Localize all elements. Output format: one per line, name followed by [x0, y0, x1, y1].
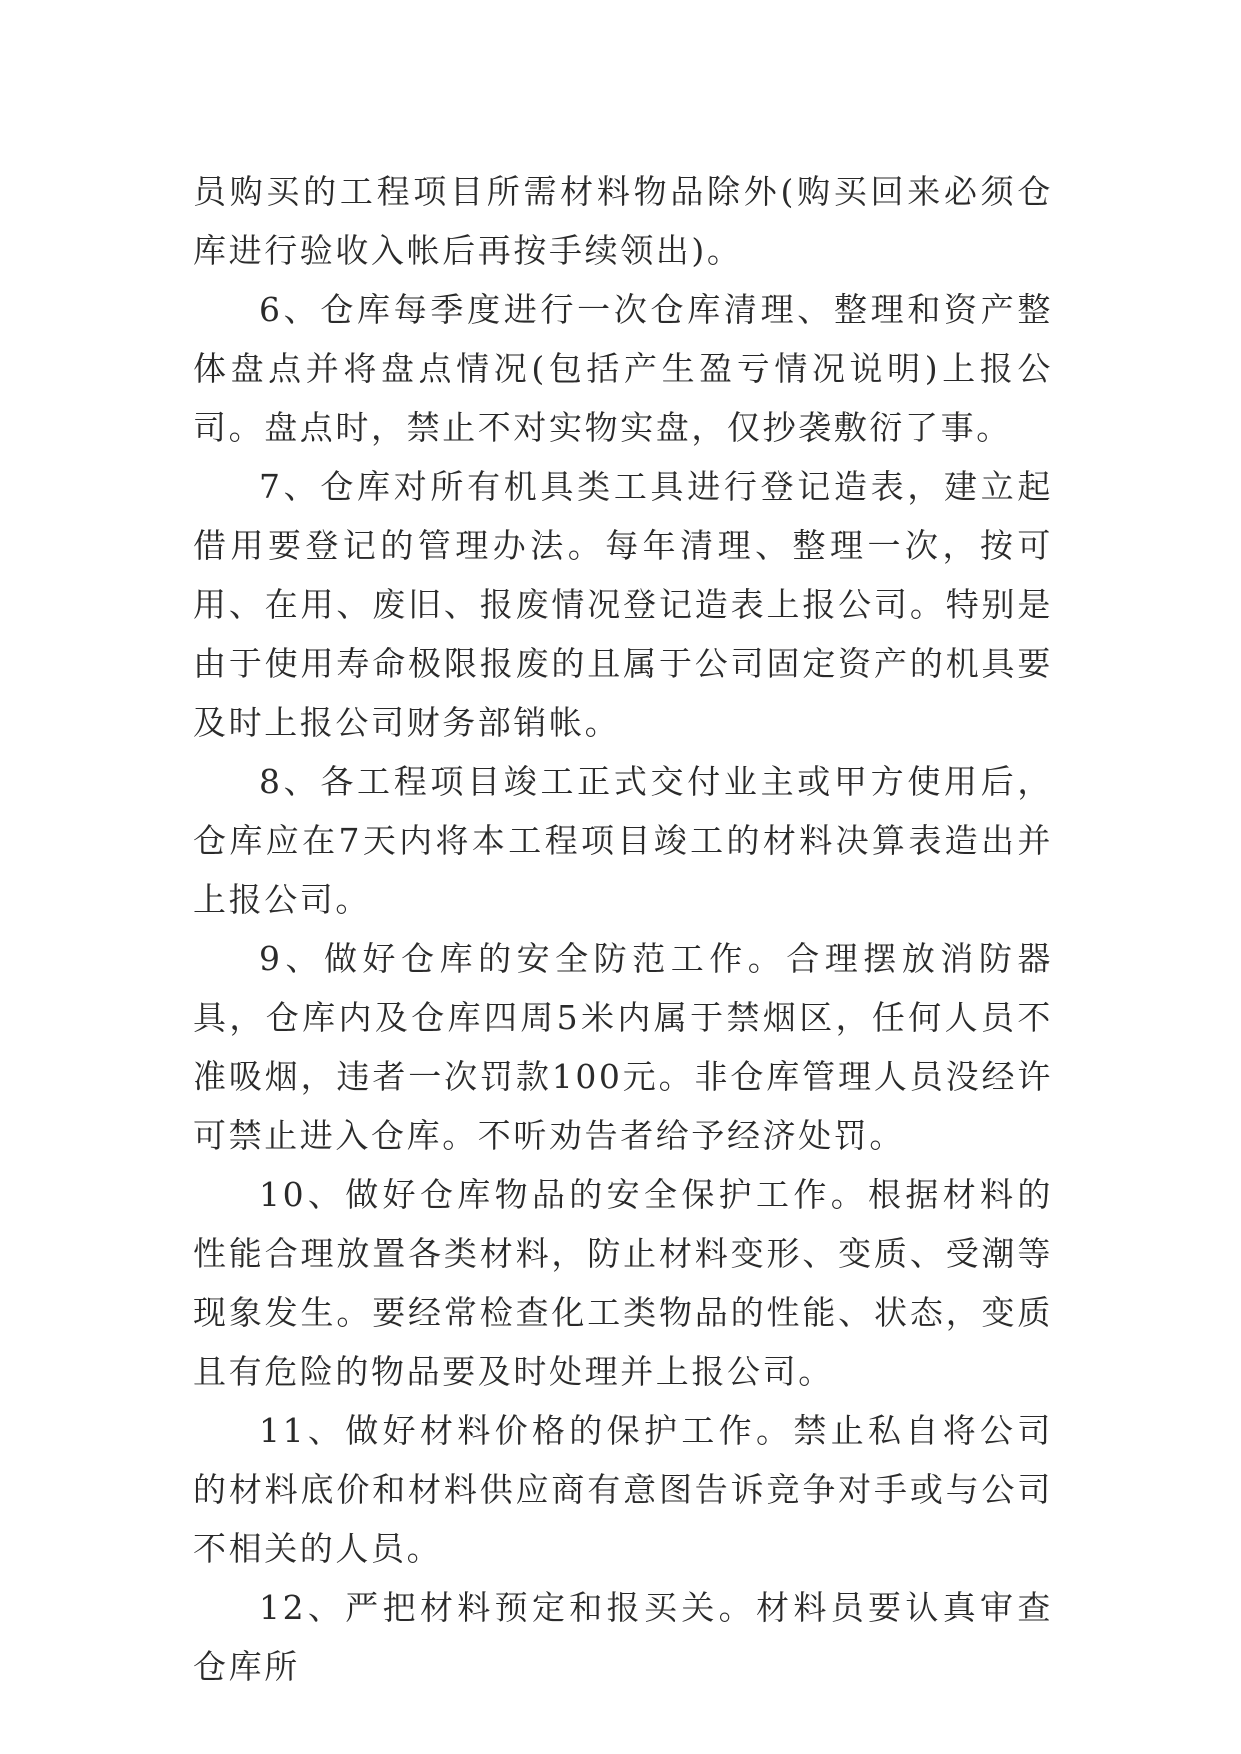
- paragraph-item-9: 9、做好仓库的安全防范工作。合理摆放消防器具，仓库内及仓库四周5米内属于禁烟区，任何人员不准吸烟，违者一次罚款100元。非仓库管理人员没经许可禁止进入仓库。不听劝告者给予经济处罚。: [193, 939, 1053, 1155]
- paragraph-item-7: 7、仓库对所有机具类工具进行登记造表，建立起借用要登记的管理办法。每年清理、整理一次，按可用、在用、废旧、报废情况登记造表上报公司。特别是由于使用寿命极限报废的且属于公司固定资产的机具要及时上报公司财务部销帐。: [193, 467, 1053, 742]
- paragraph-continuation: 员购买的工程项目所需材料物品除外(购买回来必须仓库进行验收入帐后再按手续领出)。: [193, 172, 1053, 270]
- paragraph-item-6: 6、仓库每季度进行一次仓库清理、整理和资产整体盘点并将盘点情况(包括产生盈亏情况说明)上报公司。盘点时，禁止不对实物实盘，仅抄袭敷衍了事。: [193, 290, 1053, 447]
- paragraph-item-10: 10、做好仓库物品的安全保护工作。根据材料的性能合理放置各类材料，防止材料变形、变质、受潮等现象发生。要经常检查化工类物品的性能、状态，变质且有危险的物品要及时处理并上报公司。: [193, 1175, 1053, 1391]
- paragraph-item-12: 12、严把材料预定和报买关。材料员要认真审查仓库所: [193, 1588, 1053, 1686]
- paragraph-item-8: 8、各工程项目竣工正式交付业主或甲方使用后，仓库应在7天内将本工程项目竣工的材料决算表造出并上报公司。: [193, 762, 1053, 919]
- document-body: [193, 162, 1053, 1696]
- paragraph-item-11: 11、做好材料价格的保护工作。禁止私自将公司的材料底价和材料供应商有意图告诉竞争对手或与公司不相关的人员。: [193, 1411, 1053, 1568]
